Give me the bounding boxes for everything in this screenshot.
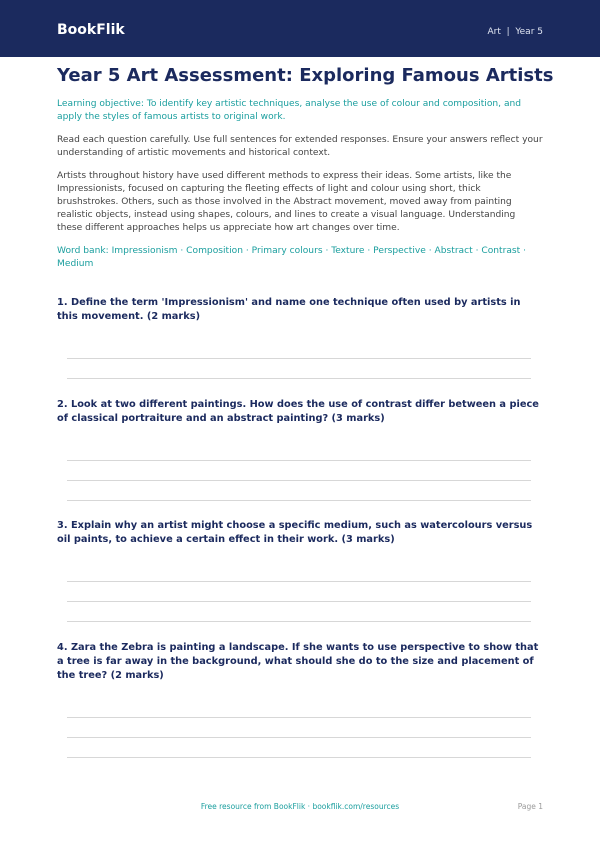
question-3 <box>57 519 543 547</box>
page-header <box>0 0 600 57</box>
answer-line[interactable] <box>67 480 531 481</box>
answer-line[interactable] <box>67 621 531 622</box>
answer-line[interactable] <box>67 500 531 501</box>
intro-paragraph: Artists throughout history have used different methods to express their ideas. Some artists, like the Impressionists, focused on capturing the fleeting effects of light and colour using short, thick brushstrokes. Others, such as those involved in the Abstract movement, moved away from painting realistic objects, instead using shapes, colours, and lines to create a visual language. Understanding these different approaches helps us appreciate how art changes over time. <box>57 171 516 233</box>
instructions: Read each question carefully. Use full sentences for extended responses. Ensure your answers reflect your understanding of artistic movements and historical context. <box>57 135 543 158</box>
learning-objective: Learning objective: To identify key artistic techniques, analyse the use of colour and composition, and apply the styles of famous artists to original work. <box>57 99 522 122</box>
question-text: 1. Define the term 'Impressionism' and name one technique often used by artists in this movement. (2 marks) <box>57 297 521 322</box>
answer-line[interactable] <box>67 717 531 718</box>
question-text: 2. Look at two different paintings. How does the use of contrast differ between a piece of classical portraiture and an abstract painting? (3 marks) <box>57 399 539 424</box>
question-2 <box>57 398 543 426</box>
answer-line[interactable] <box>67 460 531 461</box>
word-bank: Word bank: Impressionism · Composition · Primary colours · Texture · Perspective · Abstract · Contrast · Medium <box>57 246 527 269</box>
answer-line[interactable] <box>67 757 531 758</box>
question-text: 3. Explain why an artist might choose a specific medium, such as watercolours versus oil paints, to achieve a certain effect in their work. (3 marks) <box>57 520 533 545</box>
intro-section <box>57 64 554 271</box>
question-4 <box>57 641 543 683</box>
footer-credit: Free resource from BookFlik · bookflik.com/resources <box>200 802 400 811</box>
brand-logo: BookFlik <box>57 22 125 38</box>
page-number: Page 1 <box>517 802 543 811</box>
question-text: 4. Zara the Zebra is painting a landscape. If she wants to use perspective to show that a tree is far away in the background, what should she do to the size and placement of the tree? (2 marks) <box>57 642 539 681</box>
answer-line[interactable] <box>67 601 531 602</box>
question-1 <box>57 296 543 324</box>
answer-line[interactable] <box>67 378 531 379</box>
page-title: Year 5 Art Assessment: Exploring Famous Artists <box>57 65 554 86</box>
answer-line[interactable] <box>67 358 531 359</box>
subject-year-label: Art | Year 5 <box>487 27 543 37</box>
answer-line[interactable] <box>67 581 531 582</box>
answer-line[interactable] <box>67 737 531 738</box>
